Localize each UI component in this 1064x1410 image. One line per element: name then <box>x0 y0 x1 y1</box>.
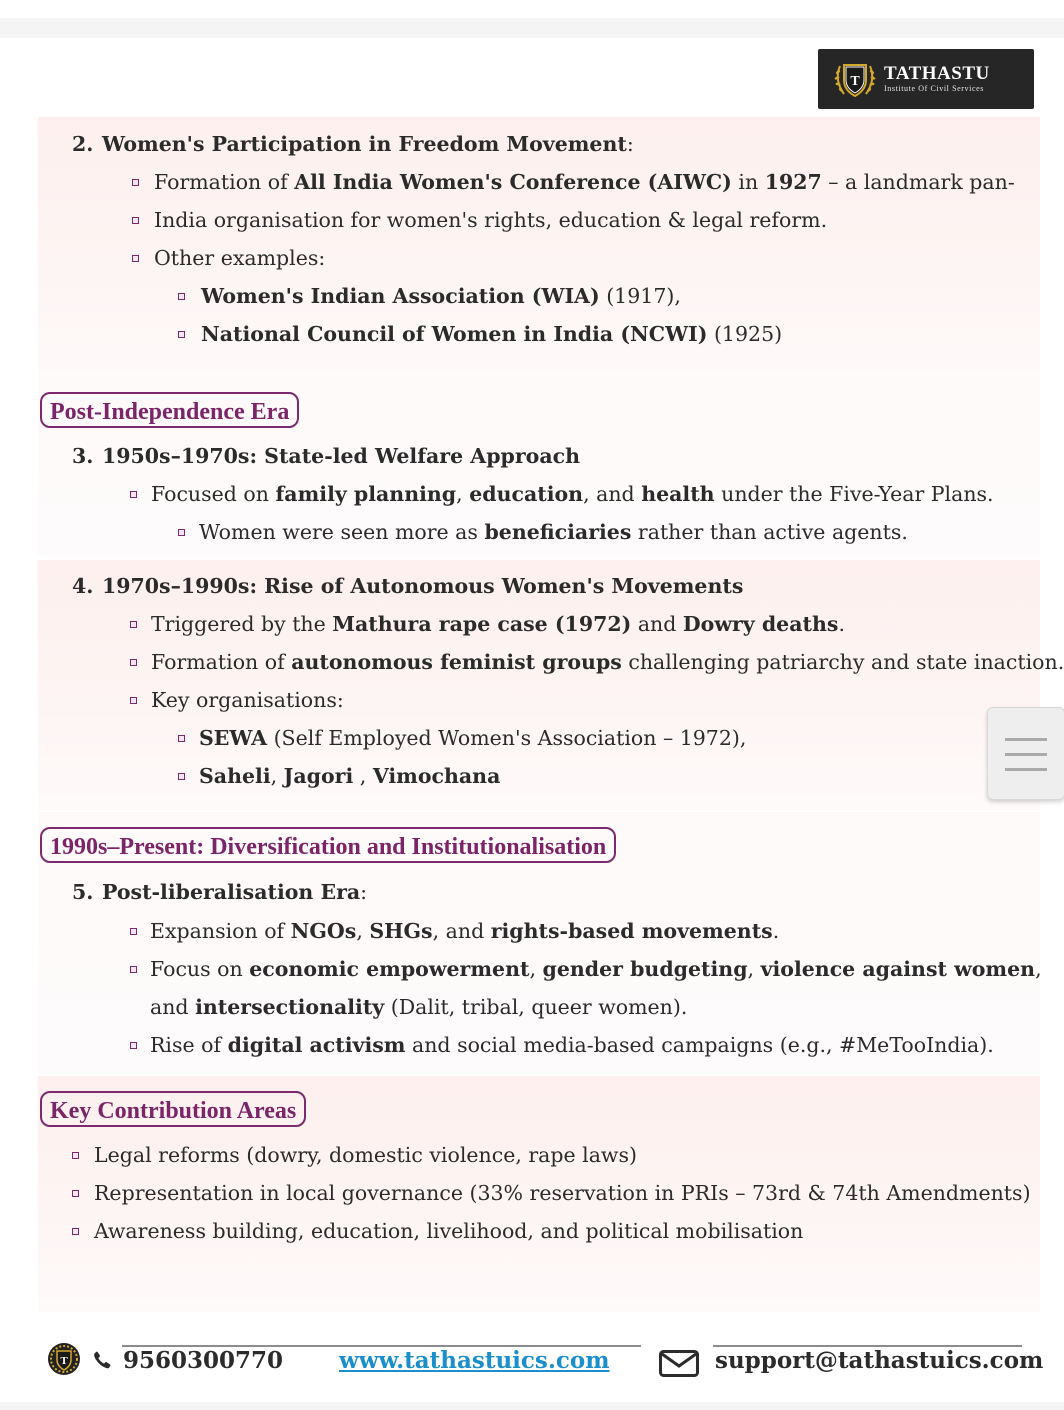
bullet-marker <box>132 255 139 262</box>
footer-website-link[interactable]: www.tathastuics.com <box>339 1347 610 1374</box>
bullet-item: Focused on family planning, education, and health under the Five-Year Plans. <box>151 482 994 506</box>
mail-icon <box>659 1350 699 1377</box>
item-title: Women's Participation in Freedom Movement <box>102 132 627 156</box>
section-heading-post-independence: Post-Independence Era <box>40 392 299 428</box>
bullet-marker <box>130 928 137 935</box>
bullet-marker <box>130 491 137 498</box>
bullet-marker <box>130 659 137 666</box>
sub-bullet-marker <box>178 293 185 300</box>
page-separator <box>0 18 1064 38</box>
bullet-item: Expansion of NGOs, SHGs, and rights-based movements. <box>150 919 780 943</box>
bullet-marker <box>72 1152 79 1159</box>
item-heading: 3. 1950s–1970s: State-led Welfare Approach <box>72 444 581 468</box>
sub-bullet-marker <box>178 529 185 536</box>
top-margin <box>0 0 1064 18</box>
sub-bullet-marker <box>178 773 185 780</box>
sub-bullet-item: SEWA (Self Employed Women's Association – 1972), <box>199 726 747 750</box>
item-heading: 5. Post-liberalisation Era: <box>72 880 368 904</box>
bullet-marker <box>72 1228 79 1235</box>
sub-bullet-item: Saheli, Jagori , Vimochana <box>199 764 501 788</box>
logo-badge-icon <box>47 1342 81 1376</box>
sub-bullet-marker <box>178 735 185 742</box>
sub-bullet-item: Women were seen more as beneficiaries rather than active agents. <box>199 520 908 544</box>
key-area-item: Awareness building, education, livelihood, and political mobilisation <box>94 1219 804 1243</box>
footer-phone[interactable]: 9560300770 <box>123 1347 284 1374</box>
bullet-item: Formation of autonomous feminist groups challenging patriarchy and state inaction. <box>151 650 1064 674</box>
page-separator-bottom <box>0 1402 1064 1410</box>
item-heading: 4. 1970s–1990s: Rise of Autonomous Women's Movements <box>72 574 744 598</box>
bullet-item: Formation of All India Women's Conference (AIWC) in 1927 – a landmark pan- <box>154 170 1015 194</box>
key-area-item: Representation in local governance (33% reservation in PRIs – 73rd & 74th Amendments) <box>94 1181 1031 1205</box>
phone-icon <box>92 1350 112 1370</box>
bullet-item-continuation: and intersectionality (Dalit, tribal, queer women). <box>150 995 688 1019</box>
laurel-shield-icon <box>832 56 878 102</box>
bullet-marker <box>130 697 137 704</box>
section-heading-key-areas: Key Contribution Areas <box>40 1091 306 1127</box>
bullet-marker <box>72 1190 79 1197</box>
item-number: 2. <box>72 132 94 156</box>
bullet-marker <box>130 1042 137 1049</box>
brand-name: TATHASTU <box>884 63 990 84</box>
sub-bullet-marker <box>178 331 185 338</box>
bullet-marker <box>130 621 137 628</box>
svg-text:T: T <box>60 1355 68 1367</box>
floating-menu-button[interactable] <box>987 707 1064 800</box>
sub-bullet-item: Women's Indian Association (WIA) (1917), <box>201 284 681 308</box>
bullet-item: Other examples: <box>154 246 326 270</box>
bullet-marker <box>132 179 139 186</box>
bullet-marker <box>130 966 137 973</box>
section-heading-present: 1990s–Present: Diversification and Institutionalisation <box>40 827 616 863</box>
bullet-item: India organisation for women's rights, education & legal reform. <box>154 208 828 232</box>
bullet-item: Key organisations: <box>151 688 344 712</box>
item-heading: 2. Women's Participation in Freedom Movement: <box>72 132 634 156</box>
bullet-item: Rise of digital activism and social media-based campaigns (e.g., #MeTooIndia). <box>150 1033 994 1057</box>
key-area-item: Legal reforms (dowry, domestic violence, rape laws) <box>94 1143 637 1167</box>
brand-logo <box>818 49 1034 109</box>
logo-letter: T <box>850 74 860 89</box>
footer-email[interactable]: support@tathastuics.com <box>715 1347 1044 1374</box>
bullet-marker <box>132 217 139 224</box>
brand-tagline: Institute Of Civil Services <box>884 84 984 93</box>
sub-bullet-item: National Council of Women in India (NCWI) (1925) <box>201 322 783 346</box>
bullet-item: Focus on economic empowerment, gender budgeting, violence against women, <box>150 957 1042 981</box>
bullet-item: Triggered by the Mathura rape case (1972) and Dowry deaths. <box>151 612 845 636</box>
